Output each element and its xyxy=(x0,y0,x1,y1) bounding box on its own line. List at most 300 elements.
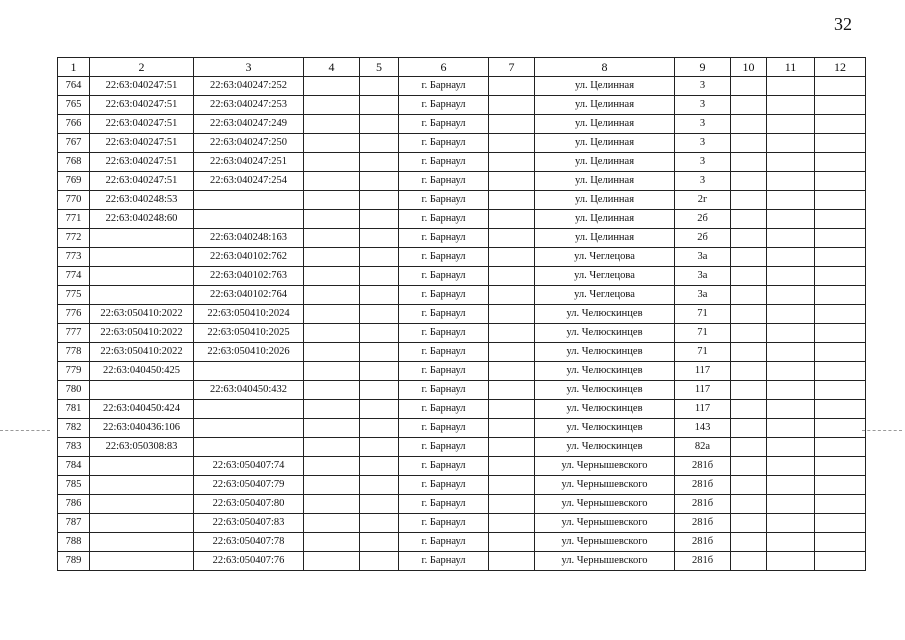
parcel-number-cell xyxy=(90,552,194,571)
table-row xyxy=(58,210,866,229)
col-4-cell xyxy=(304,191,360,210)
parcel-number-cell xyxy=(90,286,194,305)
building-number-cell: 22:63:050407:83 xyxy=(194,514,304,533)
house-number-cell: 3а xyxy=(675,248,731,267)
building-number-cell: 22:63:050410:2024 xyxy=(194,305,304,324)
col-4-cell xyxy=(304,115,360,134)
street-cell: ул. Чеглецова xyxy=(535,267,675,286)
col-7-cell xyxy=(489,514,535,533)
col-11-cell xyxy=(767,153,815,172)
col-12-cell xyxy=(815,77,866,96)
street-cell: ул. Чернышевского xyxy=(535,457,675,476)
building-number-cell: 22:63:050410:2025 xyxy=(194,324,304,343)
city-cell: г. Барнаул xyxy=(399,172,489,191)
street-cell: ул. Целинная xyxy=(535,134,675,153)
row-number-cell: 772 xyxy=(58,229,90,248)
city-cell: г. Барнаул xyxy=(399,134,489,153)
row-number-cell: 777 xyxy=(58,324,90,343)
house-number-cell: 281б xyxy=(675,495,731,514)
house-number-cell: 3 xyxy=(675,115,731,134)
column-header: 5 xyxy=(360,58,399,77)
street-cell: ул. Целинная xyxy=(535,210,675,229)
table-row xyxy=(58,419,866,438)
col-12-cell xyxy=(815,96,866,115)
house-number-cell: 281б xyxy=(675,457,731,476)
col-7-cell xyxy=(489,552,535,571)
col-12-cell xyxy=(815,210,866,229)
building-number-cell: 22:63:040450:432 xyxy=(194,381,304,400)
row-number-cell: 778 xyxy=(58,343,90,362)
col-10-cell xyxy=(731,533,767,552)
col-5-cell xyxy=(360,115,399,134)
col-4-cell xyxy=(304,172,360,191)
table-row xyxy=(58,324,866,343)
house-number-cell: 281б xyxy=(675,533,731,552)
building-number-cell: 22:63:050407:80 xyxy=(194,495,304,514)
parcel-number-cell xyxy=(90,381,194,400)
col-11-cell xyxy=(767,191,815,210)
parcel-number-cell xyxy=(90,267,194,286)
table-row xyxy=(58,476,866,495)
col-4-cell xyxy=(304,419,360,438)
col-5-cell xyxy=(360,172,399,191)
street-cell: ул. Чернышевского xyxy=(535,514,675,533)
row-number-cell: 786 xyxy=(58,495,90,514)
table-row xyxy=(58,248,866,267)
table-row xyxy=(58,267,866,286)
col-4-cell xyxy=(304,96,360,115)
col-10-cell xyxy=(731,172,767,191)
col-7-cell xyxy=(489,115,535,134)
col-4-cell xyxy=(304,248,360,267)
col-7-cell xyxy=(489,134,535,153)
col-12-cell xyxy=(815,419,866,438)
house-number-cell: 3 xyxy=(675,96,731,115)
house-number-cell: 3 xyxy=(675,153,731,172)
col-12-cell xyxy=(815,343,866,362)
scan-artifact xyxy=(0,430,50,432)
col-7-cell xyxy=(489,533,535,552)
col-4-cell xyxy=(304,343,360,362)
column-header: 10 xyxy=(731,58,767,77)
building-number-cell: 22:63:040247:254 xyxy=(194,172,304,191)
col-7-cell xyxy=(489,343,535,362)
col-11-cell xyxy=(767,305,815,324)
row-number-cell: 771 xyxy=(58,210,90,229)
city-cell: г. Барнаул xyxy=(399,115,489,134)
street-cell: ул. Челюскинцев xyxy=(535,400,675,419)
column-header: 3 xyxy=(194,58,304,77)
col-5-cell xyxy=(360,343,399,362)
column-header: 9 xyxy=(675,58,731,77)
street-cell: ул. Целинная xyxy=(535,229,675,248)
building-number-cell: 22:63:050407:74 xyxy=(194,457,304,476)
building-number-cell xyxy=(194,419,304,438)
street-cell: ул. Чернышевского xyxy=(535,476,675,495)
house-number-cell: 281б xyxy=(675,514,731,533)
parcel-number-cell xyxy=(90,248,194,267)
col-12-cell xyxy=(815,514,866,533)
table-row xyxy=(58,514,866,533)
column-header: 12 xyxy=(815,58,866,77)
city-cell: г. Барнаул xyxy=(399,476,489,495)
street-cell: ул. Чернышевского xyxy=(535,533,675,552)
house-number-cell: 71 xyxy=(675,305,731,324)
city-cell: г. Барнаул xyxy=(399,267,489,286)
building-number-cell xyxy=(194,438,304,457)
parcel-number-cell: 22:63:040436:106 xyxy=(90,419,194,438)
parcel-number-cell: 22:63:040450:425 xyxy=(90,362,194,381)
col-12-cell xyxy=(815,191,866,210)
col-12-cell xyxy=(815,248,866,267)
table-row xyxy=(58,229,866,248)
parcel-number-cell xyxy=(90,476,194,495)
city-cell: г. Барнаул xyxy=(399,324,489,343)
col-7-cell xyxy=(489,96,535,115)
building-number-cell: 22:63:050407:76 xyxy=(194,552,304,571)
street-cell: ул. Чеглецова xyxy=(535,248,675,267)
column-header: 11 xyxy=(767,58,815,77)
house-number-cell: 117 xyxy=(675,400,731,419)
col-11-cell xyxy=(767,248,815,267)
building-number-cell xyxy=(194,362,304,381)
column-header: 7 xyxy=(489,58,535,77)
col-5-cell xyxy=(360,191,399,210)
col-11-cell xyxy=(767,324,815,343)
city-cell: г. Барнаул xyxy=(399,153,489,172)
col-5-cell xyxy=(360,495,399,514)
building-number-cell: 22:63:040247:252 xyxy=(194,77,304,96)
parcel-number-cell: 22:63:040247:51 xyxy=(90,153,194,172)
col-5-cell xyxy=(360,514,399,533)
house-number-cell: 82а xyxy=(675,438,731,457)
col-4-cell xyxy=(304,533,360,552)
street-cell: ул. Чеглецова xyxy=(535,286,675,305)
parcel-number-cell: 22:63:040247:51 xyxy=(90,115,194,134)
col-7-cell xyxy=(489,172,535,191)
building-number-cell: 22:63:040247:249 xyxy=(194,115,304,134)
table-row xyxy=(58,77,866,96)
col-11-cell xyxy=(767,172,815,191)
parcel-number-cell: 22:63:040247:51 xyxy=(90,134,194,153)
col-7-cell xyxy=(489,495,535,514)
col-7-cell xyxy=(489,400,535,419)
col-12-cell xyxy=(815,476,866,495)
building-number-cell: 22:63:040102:762 xyxy=(194,248,304,267)
row-number-cell: 775 xyxy=(58,286,90,305)
col-12-cell xyxy=(815,134,866,153)
row-number-cell: 768 xyxy=(58,153,90,172)
building-number-cell: 22:63:040102:764 xyxy=(194,286,304,305)
col-11-cell xyxy=(767,495,815,514)
col-11-cell xyxy=(767,438,815,457)
row-number-cell: 783 xyxy=(58,438,90,457)
col-4-cell xyxy=(304,153,360,172)
col-11-cell xyxy=(767,343,815,362)
col-11-cell xyxy=(767,96,815,115)
col-7-cell xyxy=(489,419,535,438)
col-10-cell xyxy=(731,191,767,210)
house-number-cell: 3 xyxy=(675,77,731,96)
col-11-cell xyxy=(767,115,815,134)
building-number-cell: 22:63:050410:2026 xyxy=(194,343,304,362)
col-10-cell xyxy=(731,305,767,324)
building-number-cell: 22:63:040247:253 xyxy=(194,96,304,115)
city-cell: г. Барнаул xyxy=(399,343,489,362)
col-11-cell xyxy=(767,286,815,305)
city-cell: г. Барнаул xyxy=(399,286,489,305)
row-number-cell: 785 xyxy=(58,476,90,495)
house-number-cell: 281б xyxy=(675,476,731,495)
col-11-cell xyxy=(767,77,815,96)
col-4-cell xyxy=(304,267,360,286)
col-5-cell xyxy=(360,96,399,115)
parcel-number-cell xyxy=(90,533,194,552)
row-number-cell: 773 xyxy=(58,248,90,267)
table-row xyxy=(58,343,866,362)
parcel-number-cell xyxy=(90,229,194,248)
col-10-cell xyxy=(731,115,767,134)
col-5-cell xyxy=(360,324,399,343)
col-4-cell xyxy=(304,305,360,324)
street-cell: ул. Целинная xyxy=(535,153,675,172)
col-11-cell xyxy=(767,229,815,248)
col-5-cell xyxy=(360,381,399,400)
col-11-cell xyxy=(767,457,815,476)
col-5-cell xyxy=(360,134,399,153)
parcel-number-cell: 22:63:040450:424 xyxy=(90,400,194,419)
column-header: 6 xyxy=(399,58,489,77)
row-number-cell: 779 xyxy=(58,362,90,381)
col-5-cell xyxy=(360,438,399,457)
house-number-cell: 2б xyxy=(675,229,731,248)
col-12-cell xyxy=(815,533,866,552)
col-5-cell xyxy=(360,286,399,305)
col-11-cell xyxy=(767,476,815,495)
col-10-cell xyxy=(731,552,767,571)
col-4-cell xyxy=(304,495,360,514)
col-7-cell xyxy=(489,248,535,267)
col-5-cell xyxy=(360,153,399,172)
house-number-cell: 281б xyxy=(675,552,731,571)
table-row xyxy=(58,362,866,381)
parcel-number-cell: 22:63:050410:2022 xyxy=(90,305,194,324)
city-cell: г. Барнаул xyxy=(399,533,489,552)
building-number-cell: 22:63:050407:79 xyxy=(194,476,304,495)
col-10-cell xyxy=(731,134,767,153)
col-7-cell xyxy=(489,210,535,229)
house-number-cell: 71 xyxy=(675,343,731,362)
col-4-cell xyxy=(304,476,360,495)
col-10-cell xyxy=(731,96,767,115)
col-11-cell xyxy=(767,210,815,229)
table-body xyxy=(58,58,866,571)
city-cell: г. Барнаул xyxy=(399,305,489,324)
col-7-cell xyxy=(489,362,535,381)
col-12-cell xyxy=(815,305,866,324)
col-5-cell xyxy=(360,248,399,267)
col-4-cell xyxy=(304,324,360,343)
row-number-cell: 770 xyxy=(58,191,90,210)
col-7-cell xyxy=(489,267,535,286)
col-4-cell xyxy=(304,381,360,400)
row-number-cell: 776 xyxy=(58,305,90,324)
col-10-cell xyxy=(731,400,767,419)
col-7-cell xyxy=(489,77,535,96)
col-7-cell xyxy=(489,476,535,495)
col-11-cell xyxy=(767,533,815,552)
column-header: 4 xyxy=(304,58,360,77)
parcel-number-cell: 22:63:040247:51 xyxy=(90,172,194,191)
col-12-cell xyxy=(815,267,866,286)
building-number-cell: 22:63:040247:251 xyxy=(194,153,304,172)
house-number-cell: 2б xyxy=(675,210,731,229)
col-10-cell xyxy=(731,324,767,343)
city-cell: г. Барнаул xyxy=(399,457,489,476)
col-10-cell xyxy=(731,286,767,305)
col-4-cell xyxy=(304,362,360,381)
street-cell: ул. Чернышевского xyxy=(535,552,675,571)
house-number-cell: 3 xyxy=(675,172,731,191)
col-11-cell xyxy=(767,419,815,438)
house-number-cell: 3а xyxy=(675,286,731,305)
col-12-cell xyxy=(815,172,866,191)
city-cell: г. Барнаул xyxy=(399,362,489,381)
table-row xyxy=(58,96,866,115)
col-12-cell xyxy=(815,229,866,248)
col-10-cell xyxy=(731,514,767,533)
city-cell: г. Барнаул xyxy=(399,438,489,457)
col-10-cell xyxy=(731,438,767,457)
col-12-cell xyxy=(815,153,866,172)
col-7-cell xyxy=(489,438,535,457)
city-cell: г. Барнаул xyxy=(399,400,489,419)
row-number-cell: 781 xyxy=(58,400,90,419)
building-number-cell xyxy=(194,210,304,229)
col-12-cell xyxy=(815,400,866,419)
col-7-cell xyxy=(489,191,535,210)
col-12-cell xyxy=(815,381,866,400)
column-header: 2 xyxy=(90,58,194,77)
col-4-cell xyxy=(304,229,360,248)
street-cell: ул. Челюскинцев xyxy=(535,419,675,438)
row-number-cell: 782 xyxy=(58,419,90,438)
parcel-number-cell: 22:63:050308:83 xyxy=(90,438,194,457)
col-4-cell xyxy=(304,77,360,96)
street-cell: ул. Целинная xyxy=(535,172,675,191)
col-11-cell xyxy=(767,362,815,381)
building-number-cell: 22:63:040102:763 xyxy=(194,267,304,286)
col-11-cell xyxy=(767,381,815,400)
col-12-cell xyxy=(815,457,866,476)
register-table xyxy=(57,57,866,571)
table-row xyxy=(58,552,866,571)
city-cell: г. Барнаул xyxy=(399,248,489,267)
row-number-cell: 765 xyxy=(58,96,90,115)
house-number-cell: 117 xyxy=(675,381,731,400)
city-cell: г. Барнаул xyxy=(399,552,489,571)
col-10-cell xyxy=(731,476,767,495)
col-5-cell xyxy=(360,419,399,438)
col-4-cell xyxy=(304,210,360,229)
building-number-cell: 22:63:050407:78 xyxy=(194,533,304,552)
col-7-cell xyxy=(489,305,535,324)
table-row xyxy=(58,305,866,324)
house-number-cell: 3 xyxy=(675,134,731,153)
street-cell: ул. Челюскинцев xyxy=(535,438,675,457)
parcel-number-cell: 22:63:040247:51 xyxy=(90,77,194,96)
col-7-cell xyxy=(489,286,535,305)
header-row xyxy=(58,58,866,77)
table-row xyxy=(58,286,866,305)
parcel-number-cell xyxy=(90,457,194,476)
row-number-cell: 766 xyxy=(58,115,90,134)
col-11-cell xyxy=(767,134,815,153)
parcel-number-cell: 22:63:040247:51 xyxy=(90,96,194,115)
col-11-cell xyxy=(767,552,815,571)
col-4-cell xyxy=(304,514,360,533)
col-4-cell xyxy=(304,286,360,305)
col-10-cell xyxy=(731,210,767,229)
street-cell: ул. Челюскинцев xyxy=(535,305,675,324)
col-12-cell xyxy=(815,324,866,343)
row-number-cell: 787 xyxy=(58,514,90,533)
col-4-cell xyxy=(304,457,360,476)
city-cell: г. Барнаул xyxy=(399,210,489,229)
col-10-cell xyxy=(731,419,767,438)
col-4-cell xyxy=(304,438,360,457)
col-10-cell xyxy=(731,362,767,381)
city-cell: г. Барнаул xyxy=(399,381,489,400)
street-cell: ул. Челюскинцев xyxy=(535,362,675,381)
col-10-cell xyxy=(731,267,767,286)
col-12-cell xyxy=(815,552,866,571)
col-5-cell xyxy=(360,552,399,571)
row-number-cell: 788 xyxy=(58,533,90,552)
col-5-cell xyxy=(360,533,399,552)
city-cell: г. Барнаул xyxy=(399,191,489,210)
parcel-number-cell: 22:63:040248:53 xyxy=(90,191,194,210)
col-5-cell xyxy=(360,476,399,495)
col-4-cell xyxy=(304,134,360,153)
col-12-cell xyxy=(815,115,866,134)
building-number-cell xyxy=(194,400,304,419)
scan-artifact xyxy=(862,430,902,432)
city-cell: г. Барнаул xyxy=(399,495,489,514)
city-cell: г. Барнаул xyxy=(399,77,489,96)
table-row xyxy=(58,400,866,419)
column-header: 8 xyxy=(535,58,675,77)
col-7-cell xyxy=(489,324,535,343)
col-10-cell xyxy=(731,457,767,476)
col-12-cell xyxy=(815,362,866,381)
col-12-cell xyxy=(815,495,866,514)
table-row xyxy=(58,495,866,514)
city-cell: г. Барнаул xyxy=(399,229,489,248)
house-number-cell: 71 xyxy=(675,324,731,343)
table-row xyxy=(58,438,866,457)
building-number-cell: 22:63:040248:163 xyxy=(194,229,304,248)
house-number-cell: 2г xyxy=(675,191,731,210)
row-number-cell: 769 xyxy=(58,172,90,191)
col-4-cell xyxy=(304,552,360,571)
table-row xyxy=(58,191,866,210)
street-cell: ул. Целинная xyxy=(535,191,675,210)
col-7-cell xyxy=(489,229,535,248)
parcel-number-cell: 22:63:050410:2022 xyxy=(90,343,194,362)
parcel-number-cell xyxy=(90,495,194,514)
column-header: 1 xyxy=(58,58,90,77)
